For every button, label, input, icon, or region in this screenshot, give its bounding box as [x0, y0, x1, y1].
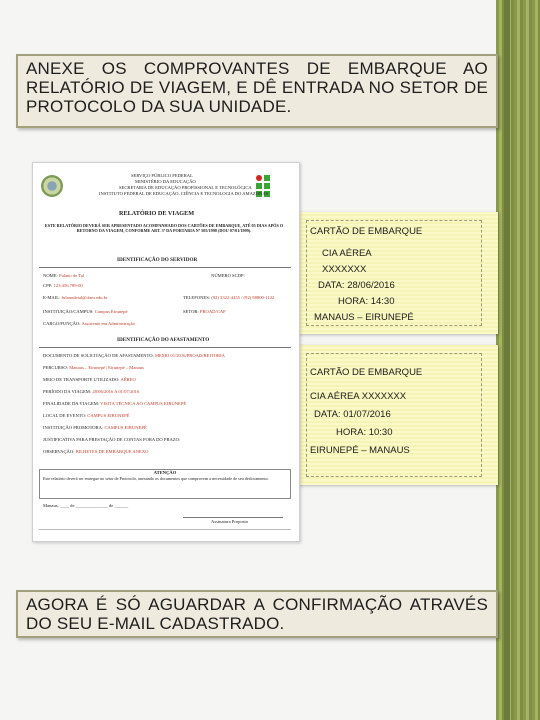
instruction-callout: [16, 54, 498, 128]
pass2-date: DATA: 01/07/2016: [314, 409, 391, 420]
travel-report-document: [32, 162, 300, 542]
brazil-coat-of-arms-icon: [41, 175, 63, 197]
confirmation-line-2: DO SEU E-MAIL CADASTRADO.: [26, 614, 285, 633]
if-logo-icon: [256, 175, 280, 205]
local-label: LOCAL DE EVENTO:: [43, 413, 87, 418]
pass1-airline-value: XXXXXXX: [322, 264, 367, 275]
signature-line: [183, 517, 283, 518]
documento-label: DOCUMENTO DE SOLICITAÇÃO DE AFASTAMENTO:: [43, 353, 154, 358]
confirmation-line-1: AGORA É SÓ AGUARDAR A CONFIRMAÇÃO ATRAVÉS: [26, 595, 488, 614]
pass2-time: HORA: 10:30: [336, 427, 393, 438]
header-line-1: SERVIÇO PÚBLICO FEDERAL: [131, 173, 193, 178]
cargo-value: Assistente em Administração: [81, 321, 136, 326]
nome-label: NOME:: [43, 273, 58, 278]
nome-value: Fulano de Tal: [58, 273, 85, 278]
boarding-pass-return: [296, 345, 498, 485]
pass1-title: CARTÃO DE EMBARQUE: [310, 226, 423, 237]
cargo-label: CARGO/FUNÇÃO:: [43, 321, 81, 326]
percurso-value: Manaus – Eirunepé | Eirunepé – Manaus: [69, 365, 144, 370]
report-title: RELATÓRIO DE VIAGEM: [119, 210, 195, 217]
email-value: fulanodetal@ifam.edu.br: [61, 295, 108, 300]
atencao-box: [39, 469, 291, 499]
confirmation-callout: [16, 590, 498, 638]
header-line-4: INSTITUTO FEDERAL DE EDUCAÇÃO, CIÊNCIA E TECNOLOGIA DO AMAZONAS: [99, 191, 269, 196]
pass1-route: MANAUS – EIRUNEPÉ: [314, 312, 414, 323]
instruction-line-3: PROTOCOLO DA SUA UNIDADE.: [26, 97, 292, 116]
divider: [39, 347, 291, 348]
atencao-text: Este relatório deverá ser entregue no setor de Protocolo, anexando os documentos que comprovem a necessidade de seu deslocamento.: [43, 475, 269, 481]
divider: [39, 267, 291, 268]
footer-divider: [39, 529, 291, 530]
local-value: CAMPUS EIRUNEPÉ: [87, 413, 130, 418]
periodo-value: 28/06/2016 A 01/07/2016: [92, 389, 140, 394]
instruction-line-1: ANEXE OS COMPROVANTES DE EMBARQUE AO: [26, 59, 488, 78]
boarding-pass-outbound: [296, 212, 498, 334]
pass1-time: HORA: 14:30: [338, 296, 395, 307]
signature-label: Assinatura Proposto: [211, 519, 249, 524]
campus-value: Campus Eirunepé: [94, 309, 128, 314]
decorative-stripe: [496, 0, 540, 720]
setor-label: SETOR:: [183, 309, 199, 314]
decorative-stripe-inner: [504, 0, 510, 720]
email-label: E-MAIL:: [43, 295, 61, 300]
finalidade-label: FINALIDADE DA VIAGEM:: [43, 401, 100, 406]
pass1-airline: CIA AÉREA: [322, 248, 372, 259]
report-intro: ESTE RELATÓRIO DEVERÁ SER APRESENTADO ACOMPANHADO DOS CARTÕES DE EMBARQUE, ATÉ 05 DIAS APÓS O RETORNO DA VIAGEM, CONFORME ART. 3º DA PORTARIA Nº 505/1998 (DOU 07/01/1999).: [44, 223, 284, 233]
pass1-date: DATA: 28/06/2016: [318, 280, 395, 291]
cpf-value: 123.456.789-00: [53, 283, 83, 288]
scdp-label: NÚMERO SCDP:: [211, 273, 245, 278]
header-line-3: SECRETARIA DE EDUCAÇÃO PROFISSIONAL E TECNOLÓGICA: [119, 185, 252, 190]
promotora-value: CAMPUS EIRUNEPÉ: [104, 425, 147, 430]
promotora-label: INSTITUIÇÃO PROMOTORA:: [43, 425, 104, 430]
observacao-label: OBSERVAÇÃO:: [43, 449, 75, 454]
campus-label: INSTITUIÇÃO/CAMPUS:: [43, 309, 94, 314]
pass2-airline: CIA AÉREA XXXXXXX: [310, 391, 407, 402]
atencao-title: ATENÇÃO: [153, 470, 177, 475]
justificativa-label: JUSTIFICATIVA PARA PRESTAÇÃO DE CONTAS FORA DO PRAZO:: [43, 437, 181, 442]
place-date: Manaus, ____ de ______________ de ______: [43, 503, 129, 508]
header-line-2: MINISTÉRIO DA EDUCAÇÃO: [135, 179, 196, 184]
section-afastamento: IDENTIFICAÇÃO DO AFASTAMENTO: [117, 337, 210, 343]
setor-value: PROAD/CAF: [199, 309, 226, 314]
percurso-label: PERCURSO:: [43, 365, 69, 370]
transporte-value: AÉREO: [120, 377, 136, 382]
section-servidor: IDENTIFICAÇÃO DO SERVIDOR: [117, 257, 198, 263]
cpf-label: CPF:: [43, 283, 53, 288]
pass2-title: CARTÃO DE EMBARQUE: [310, 367, 423, 378]
documento-value: MEMO 01/2016/PROAD/REITORIA: [154, 353, 225, 358]
finalidade-value: VISITA TÉCNICA AO CAMPUS EIRUNEPÉ: [100, 401, 187, 406]
telefone-label: TELEFONES:: [183, 295, 211, 300]
periodo-label: PERÍODO DA VIAGEM:: [43, 389, 92, 394]
transporte-label: MEIO DE TRANSPORTE UTILIZADO:: [43, 377, 120, 382]
instruction-line-2: RELATÓRIO DE VIAGEM, E DÊ ENTRADA NO SETOR DE: [26, 78, 488, 97]
pass2-route: EIRUNEPÉ – MANAUS: [310, 445, 410, 456]
observacao-value: BILHETES DE EMBARQUE ANEXO: [75, 449, 149, 454]
telefone-value: (92) 3322-4455 / (92) 98800-1122: [211, 295, 275, 300]
